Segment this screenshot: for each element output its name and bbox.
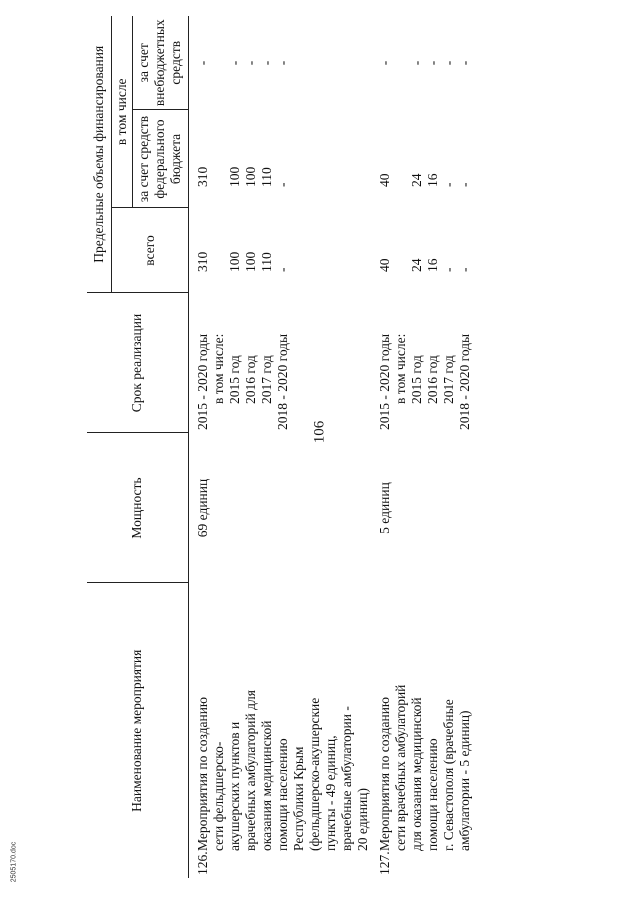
row-federal: 310 100 100 110 - [194,166,290,187]
row-extrabudget: - - - - - [376,60,472,66]
row-total: 40 24 16 - - [376,258,472,272]
row-capacity: 5 единиц [376,482,392,534]
table-header [87,16,188,878]
header-period: Срок реализации [87,293,188,433]
row-extrabudget: - - - - - [194,60,290,66]
row-name-cell: 127. Мероприятия по созданию сети врачебных амбулаторий для оказания медицинской помощи населению г. Севастополя (врачебные амбулатории - 5 единиц) [376,684,472,875]
page-number: 106 [311,420,328,444]
row-name-cell: 126. Мероприятия по созданию сети фельдшерско- акушерских пунктов и врачебных амбулаторий для оказания медицинской помощи населению Республики Крым (фельдшерско-акушерские пункты - 49 единиц, врачебные амбулатории - 20 единиц) [194,690,370,875]
table-row [188,16,373,878]
header-capacity: Мощность [87,433,188,583]
document-code: 2505170.doc [10,841,18,883]
rotated-page-content [87,16,553,878]
row-periods: 2015 - 2020 годы в том числе: 2015 год 2016 год 2017 год 2018 - 2020 годы [194,333,290,430]
row-federal: 40 24 16 - - [376,173,472,187]
header-funding-group: Предельные объемы финансирования [87,16,111,293]
row-periods: 2015 - 2020 годы в том числе: 2015 год 2016 год 2017 год 2018 - 2020 годы [376,333,472,430]
header-federal: за счет средств федерального бюджета [132,110,188,208]
row-total: 310 100 100 110 - [194,251,290,272]
row-number: 127. [376,851,392,875]
funding-table [87,16,475,878]
header-total: всего [111,208,188,293]
table-row [373,16,475,878]
header-extrabudget: за счет внебюджетных средств [132,16,188,110]
header-including: в том числе [111,16,132,208]
row-capacity: 69 единиц [194,478,210,538]
row-number: 126. [194,851,210,875]
header-name: Наименование мероприятия [87,583,188,878]
